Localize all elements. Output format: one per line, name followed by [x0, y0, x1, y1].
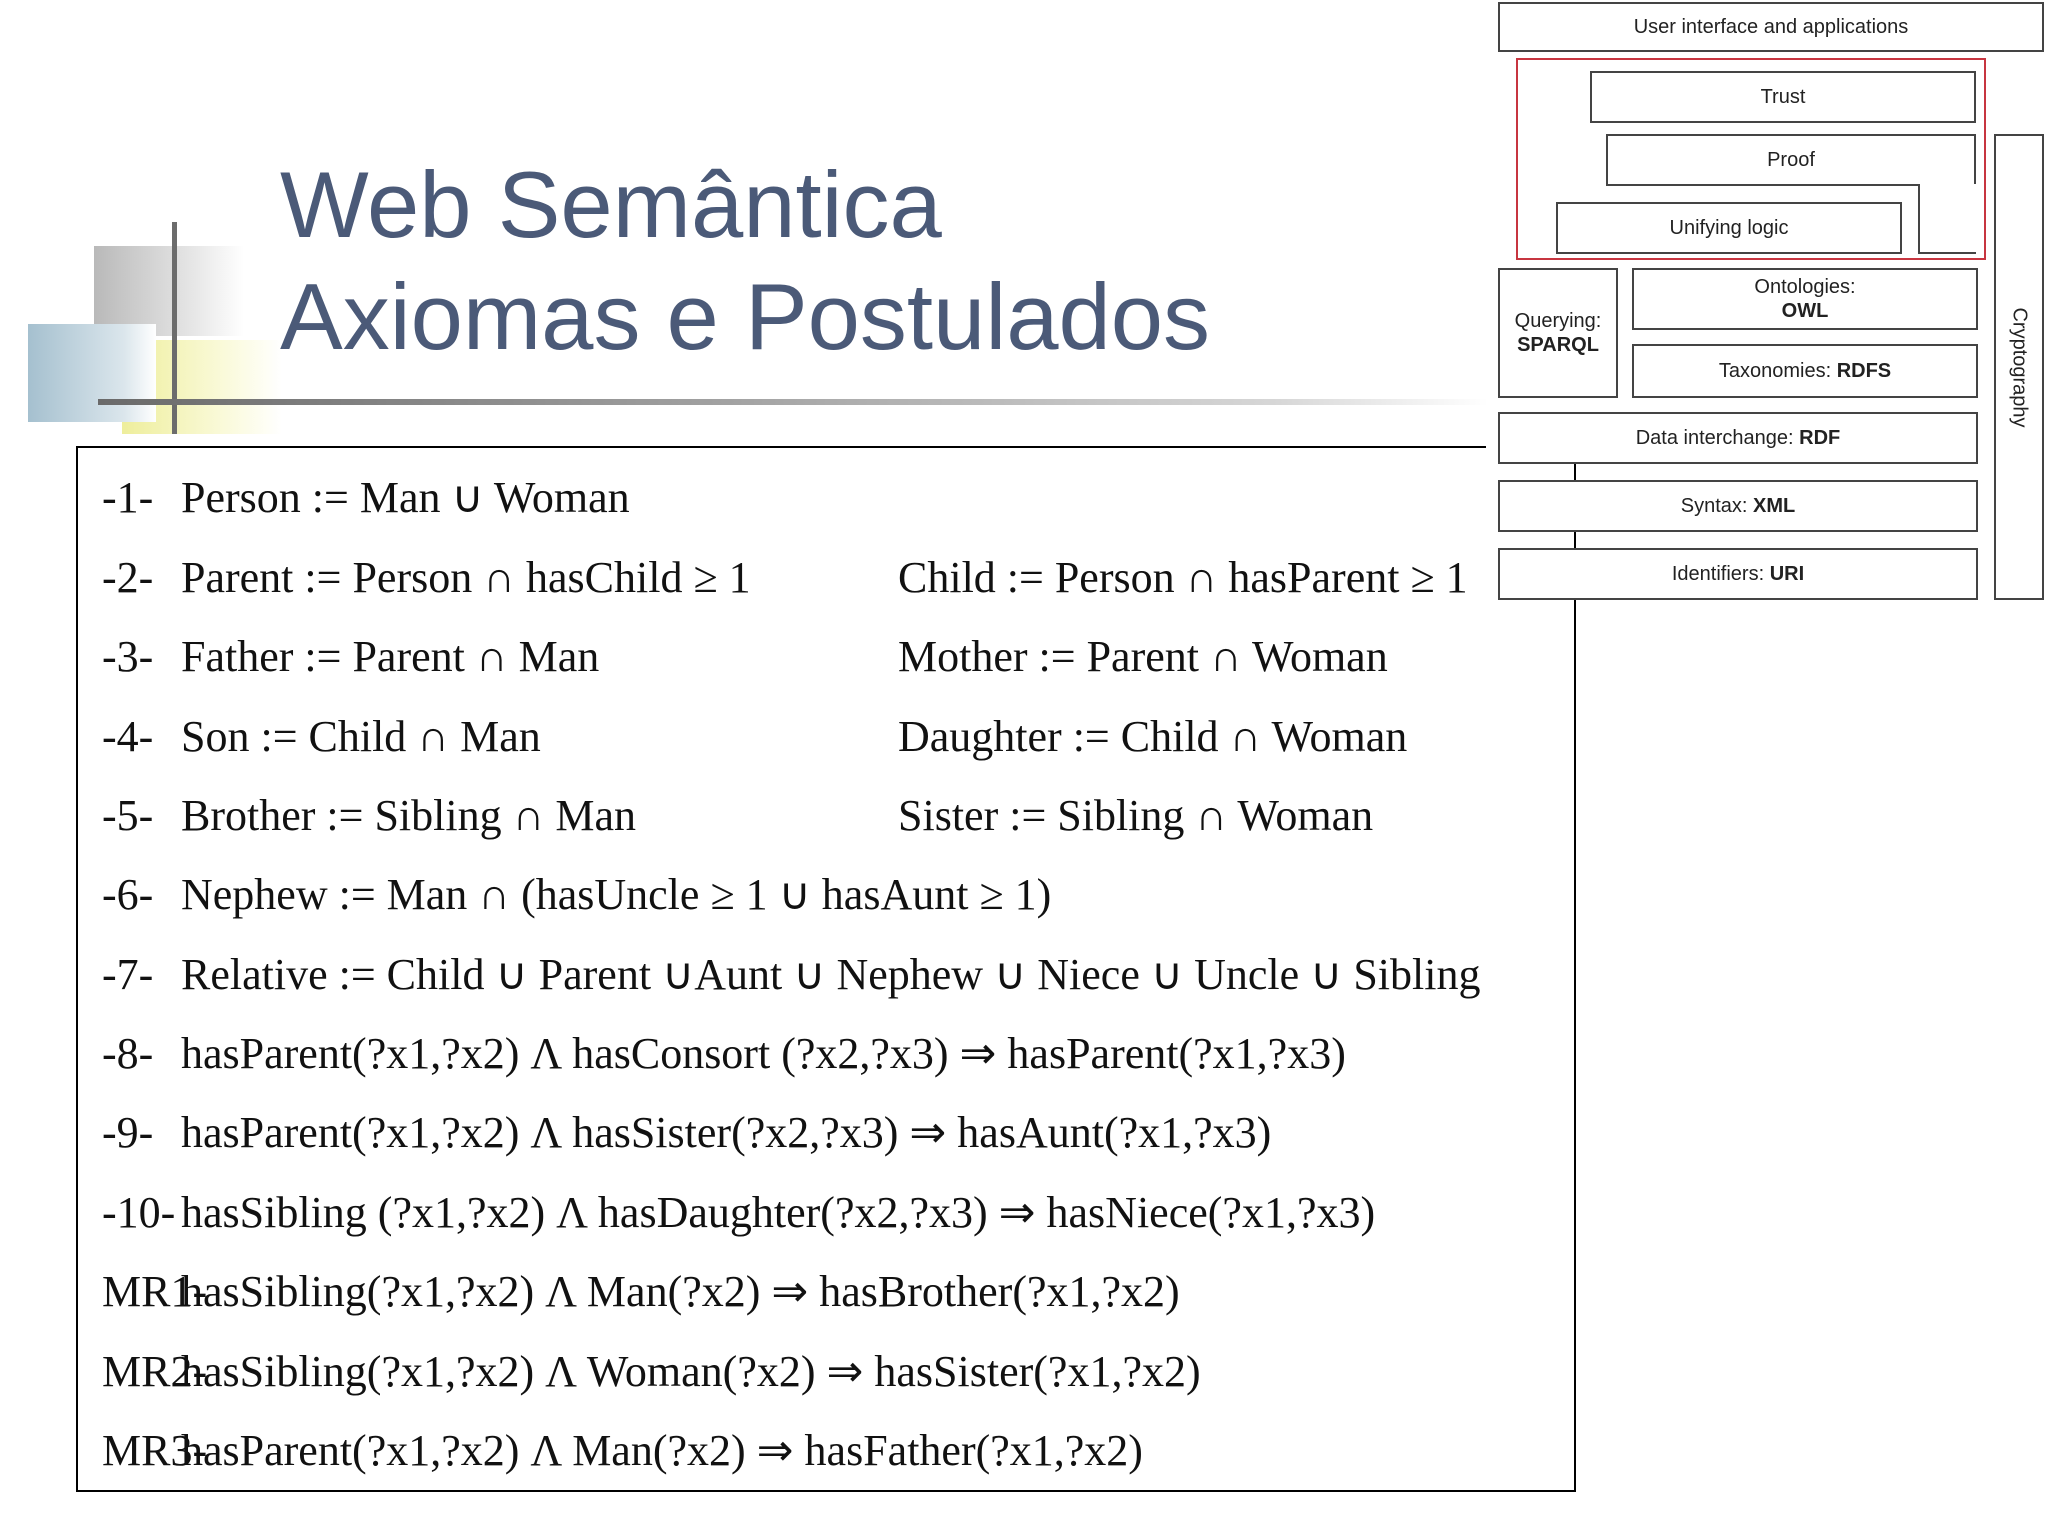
- layer-cryptography-label-wrap: [1994, 134, 2044, 600]
- rule-definition: Father := Parent ∩ Man: [181, 632, 600, 681]
- decor-gray-square: [94, 246, 244, 336]
- rule-definition-right: Mother := Parent ∩ Woman: [898, 632, 1388, 681]
- rule-definition-right: Daughter := Child ∩ Woman: [898, 712, 1408, 761]
- title-underline: [98, 399, 1488, 405]
- rule-number: -5-: [102, 791, 154, 840]
- rule-number: -6-: [102, 870, 154, 919]
- layer-data-interchange: [1498, 412, 1978, 464]
- layer-taxonomies-tech: RDFS: [1836, 360, 1892, 382]
- rule-definition: Son := Child ∩ Man: [181, 712, 541, 761]
- rule-definition-right: Child := Person ∩ hasParent ≥ 1: [898, 553, 1468, 602]
- layer-data-interchange-tech: RDF: [1799, 427, 1841, 449]
- layer-querying-tech: SPARQL: [1517, 334, 1599, 356]
- layer-proof-label: Proof: [1767, 149, 1815, 171]
- rule-definition: hasParent(?x1,?x2) Λ Man(?x2) ⇒ hasFather(?x1,?x2): [181, 1426, 1143, 1475]
- layer-trust: [1590, 71, 1976, 123]
- rule-number: -2-: [102, 553, 154, 602]
- slide-title: Web Semântica: [280, 152, 942, 257]
- slide-subtitle: Axiomas e Postulados: [280, 264, 1211, 369]
- rule-number: MR2-: [102, 1347, 208, 1396]
- rule-number: MR1-: [102, 1267, 208, 1316]
- layer-taxonomies: [1632, 344, 1978, 398]
- layer-syntax-label: Syntax:: [1680, 495, 1754, 517]
- rule-definition: hasSibling (?x1,?x2) Λ hasDaughter(?x2,?x3) ⇒ hasNiece(?x1,?x3): [181, 1188, 1376, 1237]
- rule-number: -8-: [102, 1029, 154, 1078]
- layer-syntax-tech: XML: [1753, 495, 1796, 517]
- layer-ui-label: User interface and applications: [1633, 16, 1909, 38]
- rule-number: -4-: [102, 712, 154, 761]
- layer-identifiers-label: Identifiers:: [1671, 563, 1770, 585]
- rule-definition: Relative := Child ∪ Parent ∪Aunt ∪ Nephew ∪ Niece ∪ Uncle ∪ Sibling: [181, 950, 1481, 999]
- rule-number: -7-: [102, 950, 154, 999]
- layer-unifying-logic-label: Unifying logic: [1669, 217, 1789, 239]
- rule-number: MR3-: [102, 1426, 208, 1475]
- layer-ontologies-tech: OWL: [1781, 300, 1829, 322]
- rule-definition: Nephew := Man ∩ (hasUncle ≥ 1 ∪ hasAunt ≥ 1): [181, 870, 1052, 919]
- rule-definition: hasParent(?x1,?x2) Λ hasSister(?x2,?x3) ⇒ hasAunt(?x1,?x3): [181, 1108, 1272, 1157]
- layer-ontologies: [1632, 268, 1978, 330]
- rule-number: -1-: [102, 473, 154, 522]
- layer-syntax: [1498, 480, 1978, 532]
- rule-definition-right: Sister := Sibling ∩ Woman: [898, 791, 1374, 840]
- layer-taxonomies-label: Taxonomies:: [1718, 360, 1837, 382]
- rule-number: -10-: [102, 1188, 176, 1237]
- layer-proof: [1606, 134, 1976, 186]
- rule-number: -9-: [102, 1108, 154, 1157]
- rule-definition: Brother := Sibling ∩ Man: [181, 791, 637, 840]
- layer-identifiers: [1498, 548, 1978, 600]
- layer-trust-label: Trust: [1760, 86, 1806, 108]
- layer-ontologies-label: Ontologies:: [1754, 276, 1856, 298]
- layer-proof-extension: [1918, 184, 1976, 254]
- rule-definition: hasSibling(?x1,?x2) Λ Woman(?x2) ⇒ hasSister(?x1,?x2): [181, 1347, 1201, 1396]
- layer-identifiers-tech: URI: [1769, 563, 1805, 585]
- rule-definition: Parent := Person ∩ hasChild ≥ 1: [181, 553, 751, 602]
- layer-ui: [1498, 2, 2044, 52]
- rule-definition: hasParent(?x1,?x2) Λ hasConsort (?x2,?x3) ⇒ hasParent(?x1,?x3): [181, 1029, 1346, 1078]
- layer-querying: [1498, 268, 1618, 398]
- layer-unifying-logic: [1556, 202, 1902, 254]
- rule-number: -3-: [102, 632, 154, 681]
- layer-querying-label: Querying:: [1514, 310, 1602, 332]
- layer-cryptography-label: Cryptography: [2008, 306, 2031, 428]
- layer-data-interchange-label: Data interchange:: [1635, 427, 1800, 449]
- decor-blue-square: [28, 324, 156, 422]
- rule-definition: hasSibling(?x1,?x2) Λ Man(?x2) ⇒ hasBrother(?x1,?x2): [181, 1267, 1180, 1316]
- rule-definition: Person := Man ∪ Woman: [181, 473, 630, 522]
